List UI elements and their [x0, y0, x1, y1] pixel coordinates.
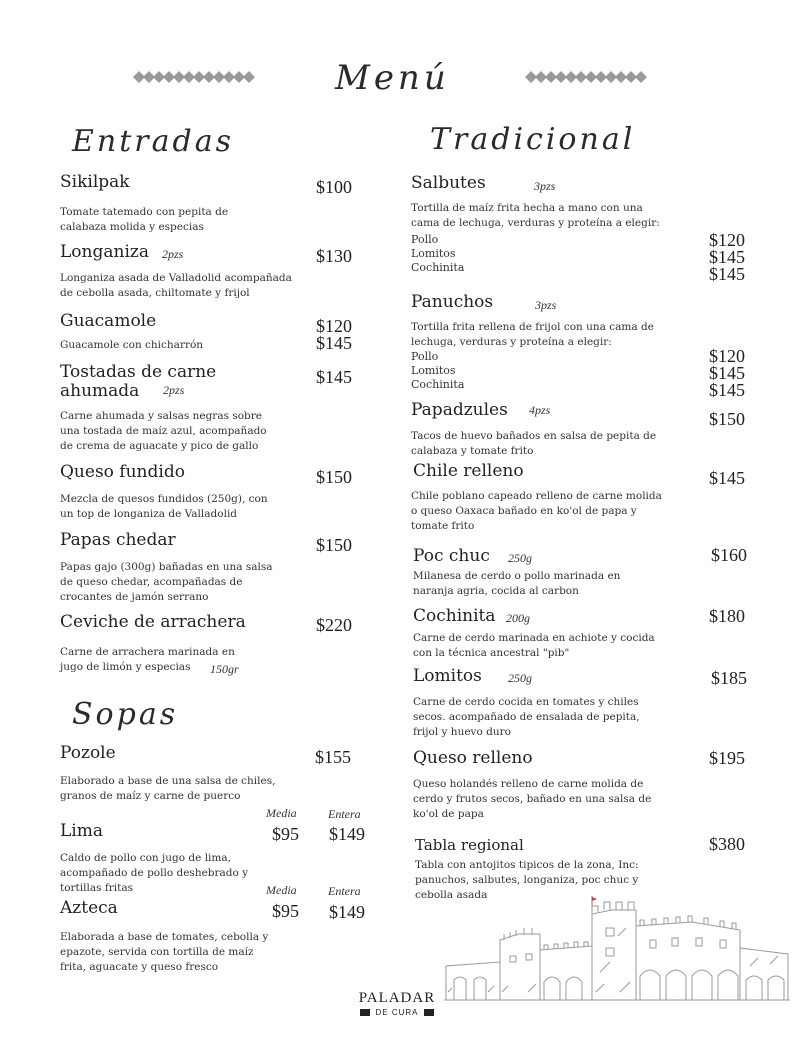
item-desc-ceviche: Carne de arrachera marinada en jugo de limón y especias [60, 646, 235, 673]
logo-bar-left-icon [360, 1009, 370, 1016]
item-desc-lima: Caldo de pollo con jugo de lima, acompañado de pollo deshebrado y tortillas fritas [60, 852, 249, 894]
logo-bar-right-icon [424, 1009, 434, 1016]
item-desc-queso-fundido: Mezcla de quesos fundidos (250g), con un top de longaniza de Valladolid [60, 493, 268, 520]
item-desc-papadzules: Tacos de huevo bañados en salsa de pepita de calabaza y tomate frito [411, 430, 657, 457]
brand-name: PALADAR [358, 990, 436, 1006]
item-prices-salbutes: $120 $145 $145 [709, 230, 745, 284]
section-title-entradas: Entradas [72, 124, 234, 159]
item-desc-salbutes: Tortilla de maíz frita hecha a mano con una cama de lechuga, verduras y proteína a elegir: [411, 202, 660, 229]
item-name-lomitos: Lomitos [413, 666, 482, 686]
item-price-queso-relleno: $195 [709, 748, 745, 768]
item-qty-longaniza: 2pzs [162, 247, 184, 261]
item-price-lima-entera: $149 [329, 824, 365, 844]
item-desc-lomitos: Carne de cerdo cocida en tomates y chiles secos. acompañado de ensalada de pepita, frijol y huevo duro [413, 696, 640, 738]
item-price-guacamole-2: $145 [316, 333, 352, 353]
menu-title: Menú [335, 58, 450, 98]
size-label-media: Media [266, 806, 297, 820]
item-name-panuchos: Panuchos [411, 292, 494, 312]
item-qty-papadzules: 4pzs [529, 403, 551, 417]
item-price-guacamole-1: $120 [316, 316, 352, 336]
section-title-tradicional: Tradicional [430, 122, 636, 157]
item-desc-panuchos: Tortilla frita rellena de frijol con una cama de lechuga, verduras y proteína a elegir: [411, 321, 654, 348]
item-price-chile-relleno: $145 [709, 468, 745, 488]
item-name-cochinita: Cochinita [413, 606, 496, 626]
brand-subline [341, 1008, 453, 1017]
item-qty-cochinita: 200g [506, 611, 530, 625]
item-name-salbutes: Salbutes [411, 173, 486, 193]
section-title-sopas: Sopas [72, 697, 179, 732]
item-desc-pozole: Elaborado a base de una salsa de chiles, granos de maíz y carne de puerco [60, 775, 276, 802]
item-qty-tostadas: 2pzs [163, 383, 185, 397]
item-desc-guacamole: Guacamole con chicharrón [60, 339, 204, 351]
item-price-sikilpak: $100 [316, 177, 352, 197]
item-qty-ceviche: 150gr [210, 662, 239, 676]
item-name-poc-chuc: Poc chuc [413, 546, 490, 566]
item-desc-tostadas: Carne ahumada y salsas negras sobre una tostada de maíz azul, acompañado de crema de aguacate y pico de gallo [60, 410, 267, 452]
item-name-lima: Lima [60, 821, 103, 841]
item-name-tostadas: Tostadas de carne ahumada [60, 362, 217, 401]
building-illustration [440, 896, 793, 1004]
item-price-cochinita: $180 [709, 606, 745, 626]
item-price-queso-fundido: $150 [316, 467, 352, 487]
item-name-azteca: Azteca [60, 898, 118, 918]
item-desc-chile-relleno: Chile poblano capeado relleno de carne molida o queso Oaxaca bañado en ko'ol de papa y tomate frito [411, 490, 662, 532]
item-qty-panuchos: 3pzs [535, 298, 557, 312]
item-name-guacamole: Guacamole [60, 311, 157, 331]
item-desc-poc-chuc: Milanesa de cerdo o pollo marinada en naranja agria, cocida al carbon [413, 570, 621, 597]
brand-subtitle: DE CURA [375, 1008, 419, 1017]
item-price-tabla-regional: $380 [709, 834, 745, 854]
item-price-poc-chuc: $160 [711, 545, 747, 565]
right-ornament-icon [525, 71, 649, 83]
item-desc-cochinita: Carne de cerdo marinada en achiote y cocida con la técnica ancestral "pib" [413, 632, 655, 659]
item-price-longaniza: $130 [316, 246, 352, 266]
item-name-ceviche: Ceviche de arrachera [60, 612, 246, 632]
left-ornament-icon [133, 71, 257, 83]
item-name-queso-relleno: Queso relleno [413, 748, 533, 768]
brand-logo [341, 990, 453, 1017]
item-name-papadzules: Papadzules [411, 400, 508, 420]
item-price-papas-chedar: $150 [316, 535, 352, 555]
item-price-tostadas: $145 [316, 367, 352, 387]
item-price-pozole: $155 [315, 747, 351, 767]
item-price-lomitos: $185 [711, 668, 747, 688]
item-name-papas-chedar: Papas chedar [60, 530, 176, 550]
item-desc-queso-relleno: Queso holandés relleno de carne molida de cerdo y frutos secos, bañado en una salsa de ko'ol de papa [413, 778, 652, 820]
item-qty-salbutes: 3pzs [534, 179, 556, 193]
item-price-azteca-media: $95 [272, 901, 299, 921]
item-qty-lomitos: 250g [508, 671, 532, 685]
item-qty-poc-chuc: 250g [508, 551, 532, 565]
size-label-entera-2: Entera [328, 884, 361, 898]
item-price-lima-media: $95 [272, 824, 299, 844]
item-options-salbutes: Pollo Lomitos Cochinita [411, 233, 465, 274]
item-price-azteca-entera: $149 [329, 902, 365, 922]
item-desc-sikilpak: Tomate tatemado con pepita de calabaza molida y especias [60, 206, 229, 233]
item-desc-azteca: Elaborada a base de tomates, cebolla y epazote, servida con tortilla de maíz frita, aguacate y queso fresco [60, 931, 269, 973]
item-name-chile-relleno: Chile relleno [413, 461, 524, 481]
item-price-ceviche: $220 [316, 615, 352, 635]
item-desc-tabla-regional: Tabla con antojitos tipicos de la zona, Inc: panuchos, salbutes, longaniza, poc chuc y cebolla asada [415, 859, 639, 901]
item-desc-longaniza: Longaniza asada de Valladolid acompañada de cebolla asada, chiltomate y frijol [60, 272, 292, 299]
item-name-sikilpak: Sikilpak [60, 172, 130, 192]
item-name-queso-fundido: Queso fundido [60, 462, 185, 482]
item-name-tabla-regional: Tabla regional [415, 836, 524, 854]
size-label-media-2: Media [266, 883, 297, 897]
item-name-pozole: Pozole [60, 743, 116, 763]
item-name-longaniza: Longaniza [60, 242, 149, 262]
item-prices-panuchos: $120 $145 $145 [709, 346, 745, 400]
size-label-entera: Entera [328, 807, 361, 821]
item-options-panuchos: Pollo Lomitos Cochinita [411, 350, 465, 391]
item-desc-papas-chedar: Papas gajo (300g) bañadas en una salsa de queso chedar, acompañadas de crocantes de jamón serrano [60, 561, 273, 603]
item-price-papadzules: $150 [709, 409, 745, 429]
